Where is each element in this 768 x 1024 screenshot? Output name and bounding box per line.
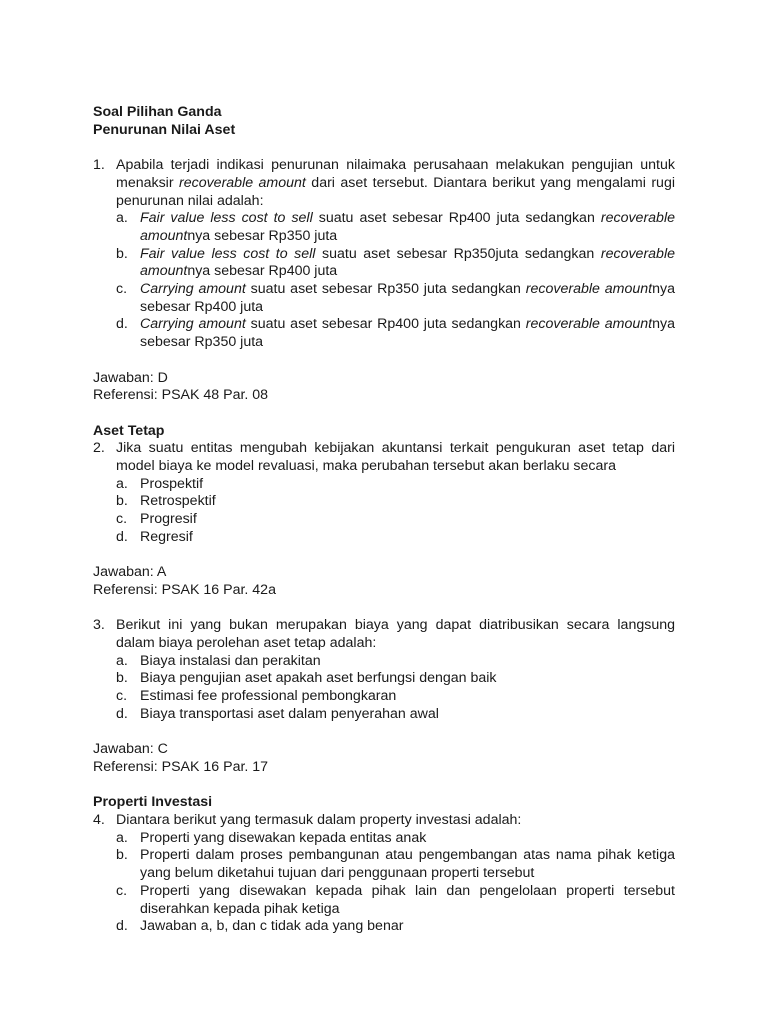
option: d. Biaya transportasi aset dalam penyerahan awal bbox=[116, 705, 439, 722]
section-heading: Properti Investasi bbox=[93, 794, 213, 811]
section-heading: Penurunan Nilai Aset bbox=[93, 121, 236, 138]
question-3: 3. Berikut ini yang bukan merupakan biaya yang dapat diatribusikan secara langsung dalam biaya perolehan aset tetap adalah: a. Biaya instalasi dan perakitan b. Biaya pengujian aset apakah aset berfungsi dengan baik c. Estimasi fee professional pembongkaran d. Biaya transportasi aset dalam penyerahan awal bbox=[93, 617, 675, 722]
option: c. Progresif bbox=[116, 511, 197, 528]
option: a. Properti yang disewakan kepada entitas anak bbox=[116, 829, 427, 846]
answer: Jawaban: C bbox=[93, 741, 168, 758]
reference: Referensi: PSAK 16 Par. 42a bbox=[93, 581, 276, 598]
document-title: Soal Pilihan Ganda bbox=[93, 104, 222, 120]
option: c. Carrying amount suatu aset sebesar Rp350 juta sedangkan recoverable amountnya sebesar Rp400 juta bbox=[116, 281, 675, 315]
question-2: 2. Jika suatu entitas mengubah kebijakan akuntansi terkait pengukuran aset tetap dari model biaya ke model revaluasi, maka perubahan tersebut akan berlaku secara a. Prospektif b. Retrospektif c. Progresif d. Regresif bbox=[93, 440, 675, 545]
option: d. Regresif bbox=[116, 528, 193, 545]
document-page bbox=[93, 104, 675, 936]
option: c. Estimasi fee professional pembongkaran bbox=[116, 688, 397, 705]
option: d. Jawaban a, b, dan c tidak ada yang benar bbox=[116, 918, 404, 935]
reference: Referensi: PSAK 16 Par. 17 bbox=[93, 758, 269, 775]
option: c. Properti yang disewakan kepada pihak lain dan pengelolaan properti tersebut diserahkan kepada pihak ketiga bbox=[116, 882, 675, 917]
option: b. Properti dalam proses pembangunan atau pengembangan atas nama pihak ketiga yang belum diketahui tujuan dari penggunaan properti tersebut bbox=[116, 847, 675, 882]
option: a. Prospektif bbox=[116, 475, 204, 492]
option: d. Carrying amount suatu aset sebesar Rp400 juta sedangkan recoverable amountnya sebesar Rp350 juta bbox=[116, 316, 675, 351]
question-4: 4. Diantara berikut yang termasuk dalam property investasi adalah: a. Properti yang disewakan kepada entitas anak b. Properti dalam proses pembangunan atau pengembangan atas nama pihak ketiga yang belum diketahui tujuan dari penggunaan properti tersebut c. Properti yang disewakan kepada pihak lain dan pengelolaan properti tersebut diserahkan kepada pihak ketiga d. Jawaban a, b, dan c tidak ada yang benar bbox=[93, 812, 675, 935]
option: b. Fair value less cost to sell suatu aset sebesar Rp350juta sedangkan recoverable amountnya sebesar Rp400 juta bbox=[116, 245, 675, 280]
reference: Referensi: PSAK 48 Par. 08 bbox=[93, 387, 269, 404]
option: b. Biaya pengujian aset apakah aset berfungsi dengan baik bbox=[116, 670, 497, 687]
answer: Jawaban: A bbox=[93, 564, 167, 581]
option: a. Biaya instalasi dan perakitan bbox=[116, 652, 321, 669]
option: b. Retrospektif bbox=[116, 493, 216, 510]
section-heading: Aset Tetap bbox=[93, 422, 165, 439]
option: a. Fair value less cost to sell suatu aset sebesar Rp400 juta sedangkan recoverable amountnya sebesar Rp350 juta bbox=[116, 210, 675, 244]
question-1: 1. Apabila terjadi indikasi penurunan nilaimaka perusahaan melakukan pengujian untuk menaksir recoverable amount dari aset tersebut. Diantara berikut yang mengalami rugi penurunan nilai adalah: a. Fair value less cost to sell suatu aset sebesar Rp400 juta sedangkan recoverable amountnya sebesar Rp350 juta b. Fair value less cost to sell suatu aset sebesar Rp350juta sedangkan recoverable amountnya sebesar Rp400 juta c. Carrying amount suatu aset sebesar Rp350 juta sedangkan recoverable amountnya sebesar Rp400 juta d. Carrying amount suatu aset sebesar Rp400 juta sedangkan recoverable amountnya sebesar Rp350 juta bbox=[93, 157, 675, 351]
answer: Jawaban: D bbox=[93, 369, 168, 386]
